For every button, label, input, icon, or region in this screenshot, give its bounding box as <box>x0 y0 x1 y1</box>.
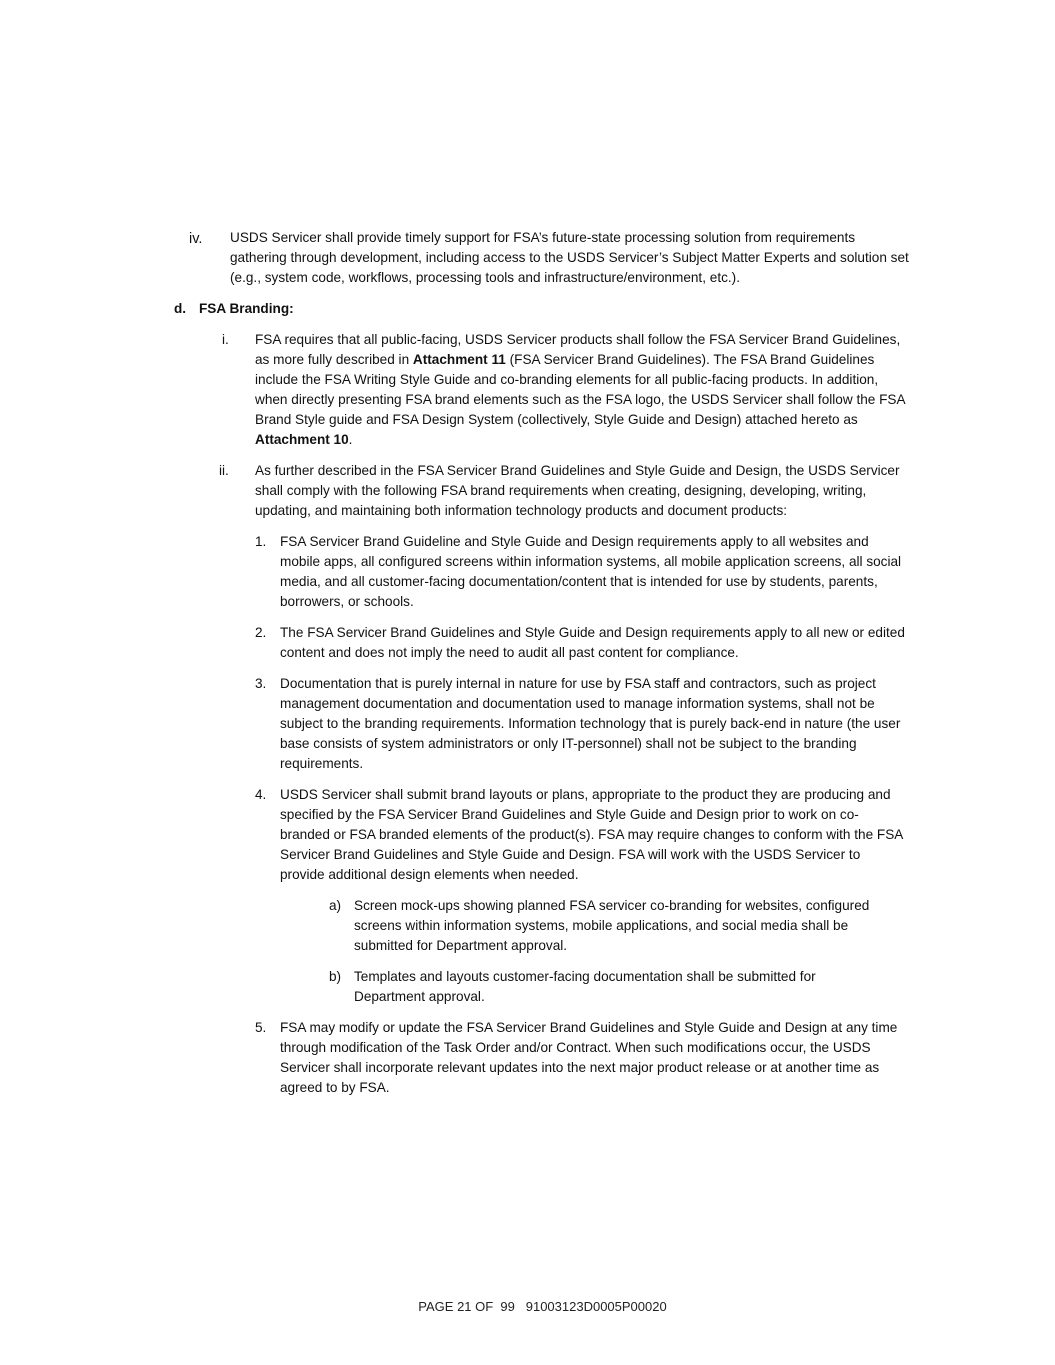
document-number: 91003123D0005P00020 <box>525 1299 667 1314</box>
list-marker: ii. <box>219 463 229 478</box>
list-marker: 3. <box>255 676 267 691</box>
list-item-text: Templates and layouts customer-facing documentation shall be submitted for Department approval. <box>354 969 816 1004</box>
list-marker: 2. <box>255 625 267 640</box>
section-heading: FSA Branding: <box>199 301 294 316</box>
list-item-text: Screen mock-ups showing planned FSA servicer co-branding for websites, configured screens within information systems, mobile applications, and social media shall be submitted for Department approval. <box>354 898 870 953</box>
list-marker: 1. <box>255 534 267 549</box>
list-item-text: FSA may modify or update the FSA Servicer Brand Guidelines and Style Guide and Design at any time through modification of the Task Order and/or Contract. When such modifications occur, the USDS Servicer shall incorporate relevant updates into the next major product release or at another time as agreed to by FSA. <box>280 1020 898 1095</box>
list-item-text <box>255 330 905 450</box>
list-marker: i. <box>222 332 229 347</box>
list-item-text: The FSA Servicer Brand Guidelines and Style Guide and Design requirements apply to all new or edited content and does not imply the need to audit all past content for compliance. <box>280 625 905 660</box>
page-footer <box>0 1297 1055 1317</box>
list-item-text: Documentation that is purely internal in nature for use by FSA staff and contractors, such as project management documentation and documentation used to manage information systems, shall not be subject to the branding requirements. Information technology that is purely back-end in nature (the user base consists of system administrators or only IT-personnel) shall not be subject to the branding requirements. <box>280 676 901 771</box>
list-item-text: As further described in the FSA Servicer Brand Guidelines and Style Guide and Design, the USDS Servicer shall comply with the following FSA brand requirements when creating, designing, developing, writing, updating, and maintaining both information technology products and document products: <box>255 463 900 518</box>
page-number: PAGE 21 OF 99 <box>418 1299 515 1314</box>
list-item-text: USDS Servicer shall provide timely support for FSA’s future-state processing solution from requirements gathering through development, including access to the USDS Servicer’s Subject Matter Experts and solution set (e.g., system code, workflows, processing tools and infrastructure/environment, etc.). <box>230 230 909 285</box>
text-run: (FSA Servicer Brand Guidelines). The FSA Brand Guidelines include the FSA Writing Style Guide and co-branding elements for all public-facing products. In addition, when directly presenting FSA brand elements such as the FSA logo, the USDS Servicer shall follow the FSA Brand Style guide and FSA Design System (collectively, Style Guide and Design) attached hereto as <box>255 352 905 427</box>
list-marker: 4. <box>255 787 267 802</box>
list-marker: iv. <box>189 231 203 247</box>
list-marker: b) <box>329 969 342 984</box>
list-item-text: FSA Servicer Brand Guideline and Style Guide and Design requirements apply to all websites and mobile apps, all configured screens within information systems, all mobile application screens, all social media, and all customer-facing documentation/content that is intended for use by students, parents, borrowers, or schools. <box>280 534 902 609</box>
section-marker: d. <box>174 301 187 316</box>
list-marker: a) <box>329 898 342 913</box>
text-run: . <box>348 432 353 447</box>
text-run: FSA requires that all public-facing, USDS Servicer products shall follow the FSA Servicer Brand Guidelines, as more fully described in <box>255 332 901 367</box>
attachment-reference: Attachment 10 <box>255 432 349 447</box>
attachment-reference: Attachment 11 <box>412 352 506 367</box>
list-marker: 5. <box>255 1020 267 1035</box>
list-item-text: USDS Servicer shall submit brand layouts or plans, appropriate to the product they are producing and specified by the FSA Servicer Brand Guidelines and Style Guide and Design prior to work on co-branded or FSA branded elements of the product(s). FSA may require changes to conform with the FSA Servicer Brand Guidelines and Style Guide and Design. FSA will work with the USDS Servicer to provide additional design elements when needed. <box>280 787 903 882</box>
